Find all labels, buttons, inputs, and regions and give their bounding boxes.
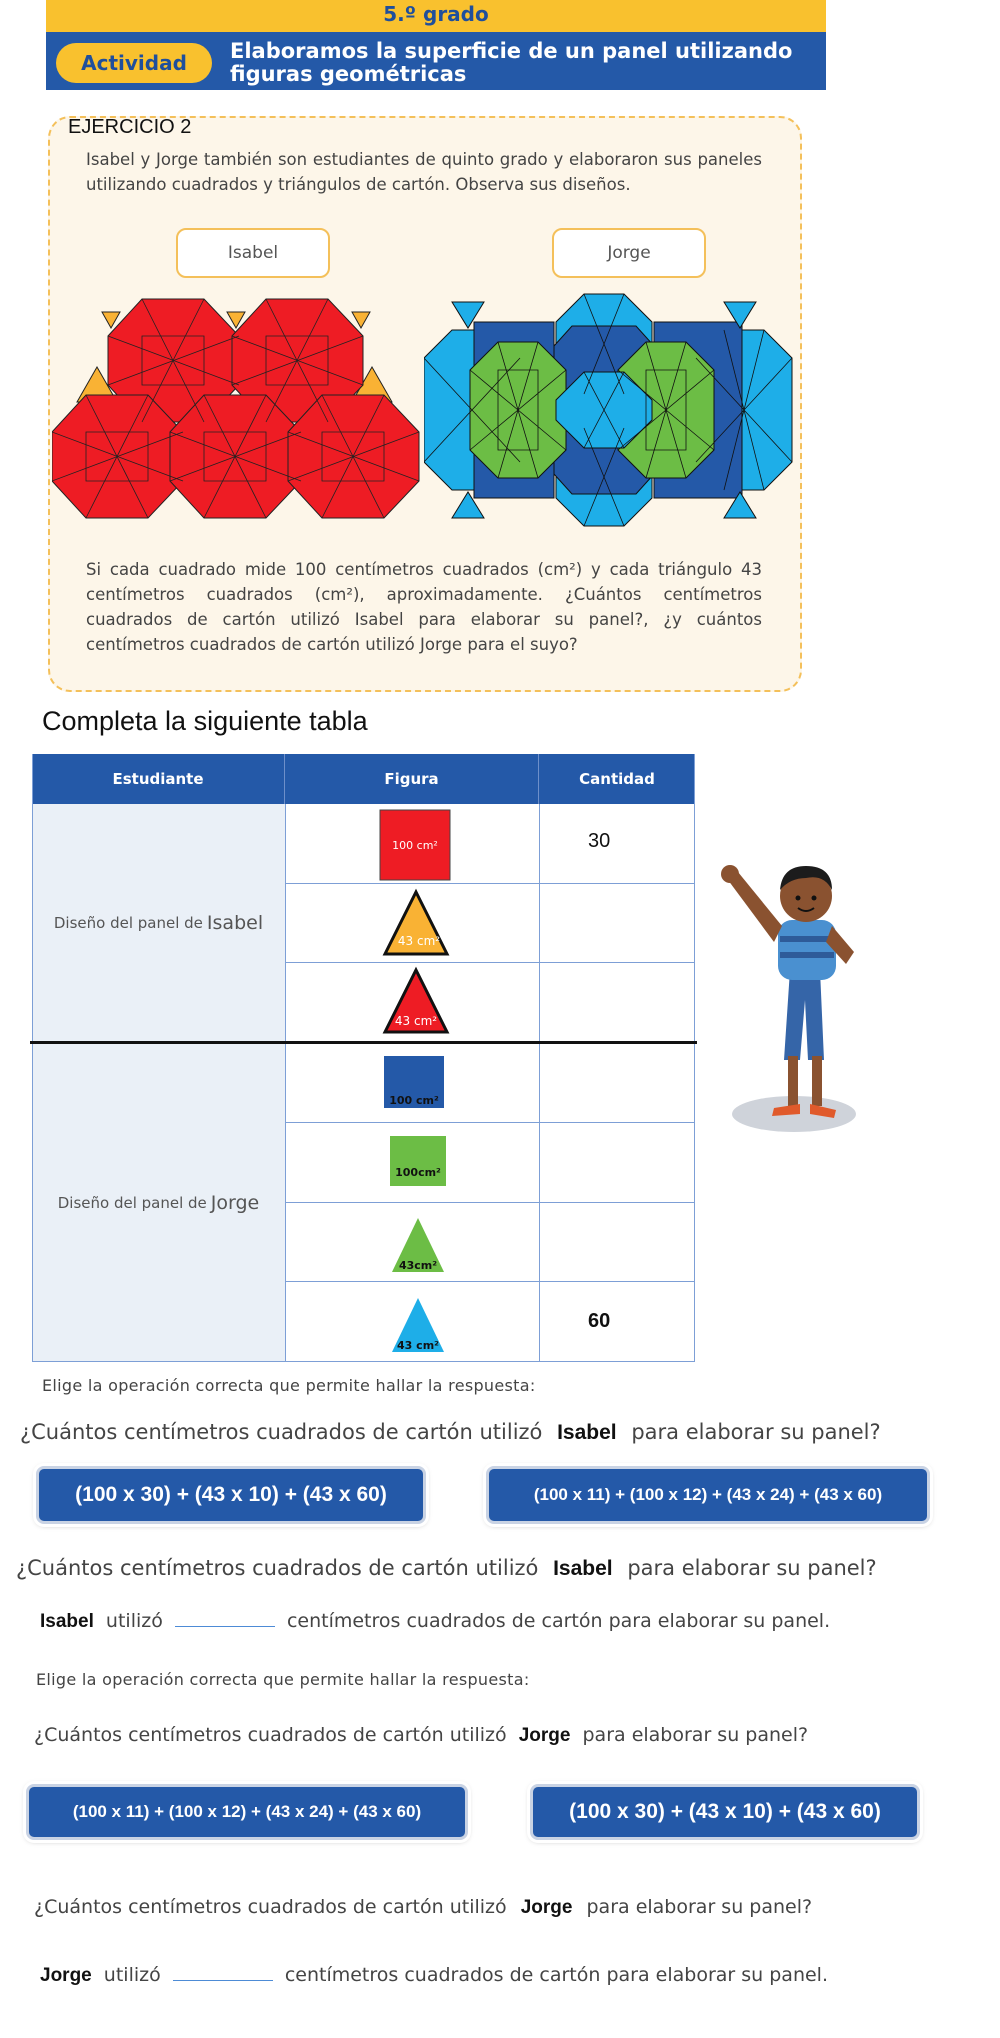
jorge-option-a-button[interactable]: (100 x 11) + (100 x 12) + (43 x 24) + (43 x 60) — [26, 1784, 468, 1840]
table-title: Completa la siguiente tabla — [42, 706, 368, 736]
isabel-question-1-name: Isabel — [557, 1421, 617, 1444]
data-table — [32, 754, 695, 1362]
red-triangle-label: 43 cm² — [394, 1014, 438, 1028]
isabel-question-1-pre: ¿Cuántos centímetros cuadrados de cartón utilizó — [20, 1420, 543, 1444]
red-square-figure — [378, 808, 452, 882]
jorge-row-label — [32, 1044, 285, 1362]
header-estudiante: Estudiante — [32, 754, 285, 804]
isabel-instruction: Elige la operación correcta que permite hallar la respuesta: — [42, 1376, 536, 1395]
isabel-answer-name: Isabel — [40, 1611, 94, 1632]
green-triangle-label: 43cm² — [398, 1259, 438, 1272]
jorge-answer-post: centímetros cuadrados de cartón para elaborar su panel. — [284, 1964, 828, 1986]
isabel-answer-sentence — [40, 1608, 830, 1633]
jorge-question-2-post: para elaborar su panel? — [586, 1896, 813, 1918]
jorge-question-1-post: para elaborar su panel? — [582, 1724, 809, 1746]
red-square-label: 100 cm² — [392, 839, 438, 852]
jorge-instruction: Elige la operación correcta que permite hallar la respuesta: — [36, 1670, 530, 1689]
isabel-option-b-button[interactable]: (100 x 11) + (100 x 12) + (43 x 24) + (43 x 60) — [486, 1466, 930, 1524]
isabel-question-1 — [20, 1420, 1000, 1445]
cyan-triangle-label: 43 cm² — [397, 1339, 439, 1352]
jorge-answer-sentence — [40, 1962, 828, 1987]
activity-title-line-1: Elaboramos la superficie de un panel utilizando — [230, 39, 793, 63]
blue-square-label: 100 cm² — [389, 1094, 439, 1107]
isabel-answer-blank[interactable] — [175, 1608, 275, 1627]
isabel-question-2-post: para elaborar su panel? — [627, 1556, 877, 1580]
jorge-answer-blank[interactable] — [173, 1962, 273, 1981]
jorge-question-2 — [34, 1896, 812, 1919]
yellow-triangle-label: 43 cm² — [397, 934, 441, 948]
isabel-name-tag: Isabel — [176, 228, 330, 278]
isabel-row-name: Isabel — [206, 912, 264, 934]
yellow-triangle-figure — [381, 888, 451, 958]
section-divider — [30, 1041, 697, 1044]
jorge-question-1-pre: ¿Cuántos centímetros cuadrados de cartón utilizó — [34, 1724, 507, 1746]
isabel-row-label — [32, 804, 285, 1042]
cyan-triangle-figure — [388, 1296, 448, 1356]
question-paragraph: Si cada cuadrado mide 100 centímetros cuadrados (cm²) y cada triángulo 43 centímetros cuadrados (cm²), aproximadamente. ¿Cuántos centímetros cuadrados de cartón utilizó Isabel para elaborar su panel?, ¿y cuántos centímetros cuadrados de cartón utilizó Jorge para el suyo? — [86, 560, 762, 654]
green-triangle-figure — [388, 1216, 448, 1276]
isabel-question-1-post: para elaborar su panel? — [631, 1420, 881, 1444]
jorge-question-2-name: Jorge — [520, 1897, 573, 1918]
jorge-option-b-button[interactable]: (100 x 30) + (43 x 10) + (43 x 60) — [530, 1784, 920, 1840]
isabel-question-2-name: Isabel — [553, 1557, 613, 1580]
isabel-row-text: Diseño del panel de — [53, 914, 203, 932]
blue-square-figure — [382, 1054, 446, 1110]
jorge-question-1 — [34, 1724, 808, 1747]
activity-title — [230, 40, 820, 86]
grade-bar: 5.º grado — [46, 0, 826, 32]
green-square-figure — [388, 1134, 448, 1190]
header-figura: Figura — [285, 754, 539, 804]
green-square-label: 100cm² — [395, 1166, 441, 1179]
isabel-option-a-button[interactable]: (100 x 30) + (43 x 10) + (43 x 60) — [36, 1466, 426, 1524]
red-triangle-figure — [381, 966, 451, 1038]
jorge-question-1-name: Jorge — [518, 1725, 571, 1746]
activity-badge: Actividad — [56, 43, 212, 83]
jorge-row-name: Jorge — [210, 1192, 260, 1214]
qty-row-1: 30 — [588, 830, 611, 852]
isabel-answer-pre: utilizó — [105, 1610, 163, 1632]
isabel-answer-post: centímetros cuadrados de cartón para elaborar su panel. — [286, 1610, 831, 1632]
qty-row-7: 60 — [588, 1310, 611, 1332]
header-cantidad: Cantidad — [539, 754, 695, 804]
jorge-name-tag: Jorge — [552, 228, 706, 278]
jorge-row-text: Diseño del panel de — [57, 1194, 207, 1212]
jorge-question-2-pre: ¿Cuántos centímetros cuadrados de cartón utilizó — [34, 1896, 507, 1918]
intro-paragraph: Isabel y Jorge también son estudiantes de quinto grado y elaboraron sus paneles utilizando cuadrados y triángulos de cartón. Observa sus diseños. — [86, 150, 762, 194]
jorge-panel-design — [424, 292, 794, 532]
jorge-answer-pre: utilizó — [103, 1964, 161, 1986]
exercise-heading: EJERCICIO 2 — [68, 116, 192, 138]
isabel-panel-design — [52, 292, 422, 532]
jorge-answer-name: Jorge — [40, 1965, 92, 1986]
activity-title-line-2: figuras geométricas — [230, 62, 467, 86]
student-character-illustration — [708, 860, 878, 1140]
isabel-question-2-pre: ¿Cuántos centímetros cuadrados de cartón utilizó — [16, 1556, 539, 1580]
isabel-question-2 — [16, 1556, 1000, 1581]
